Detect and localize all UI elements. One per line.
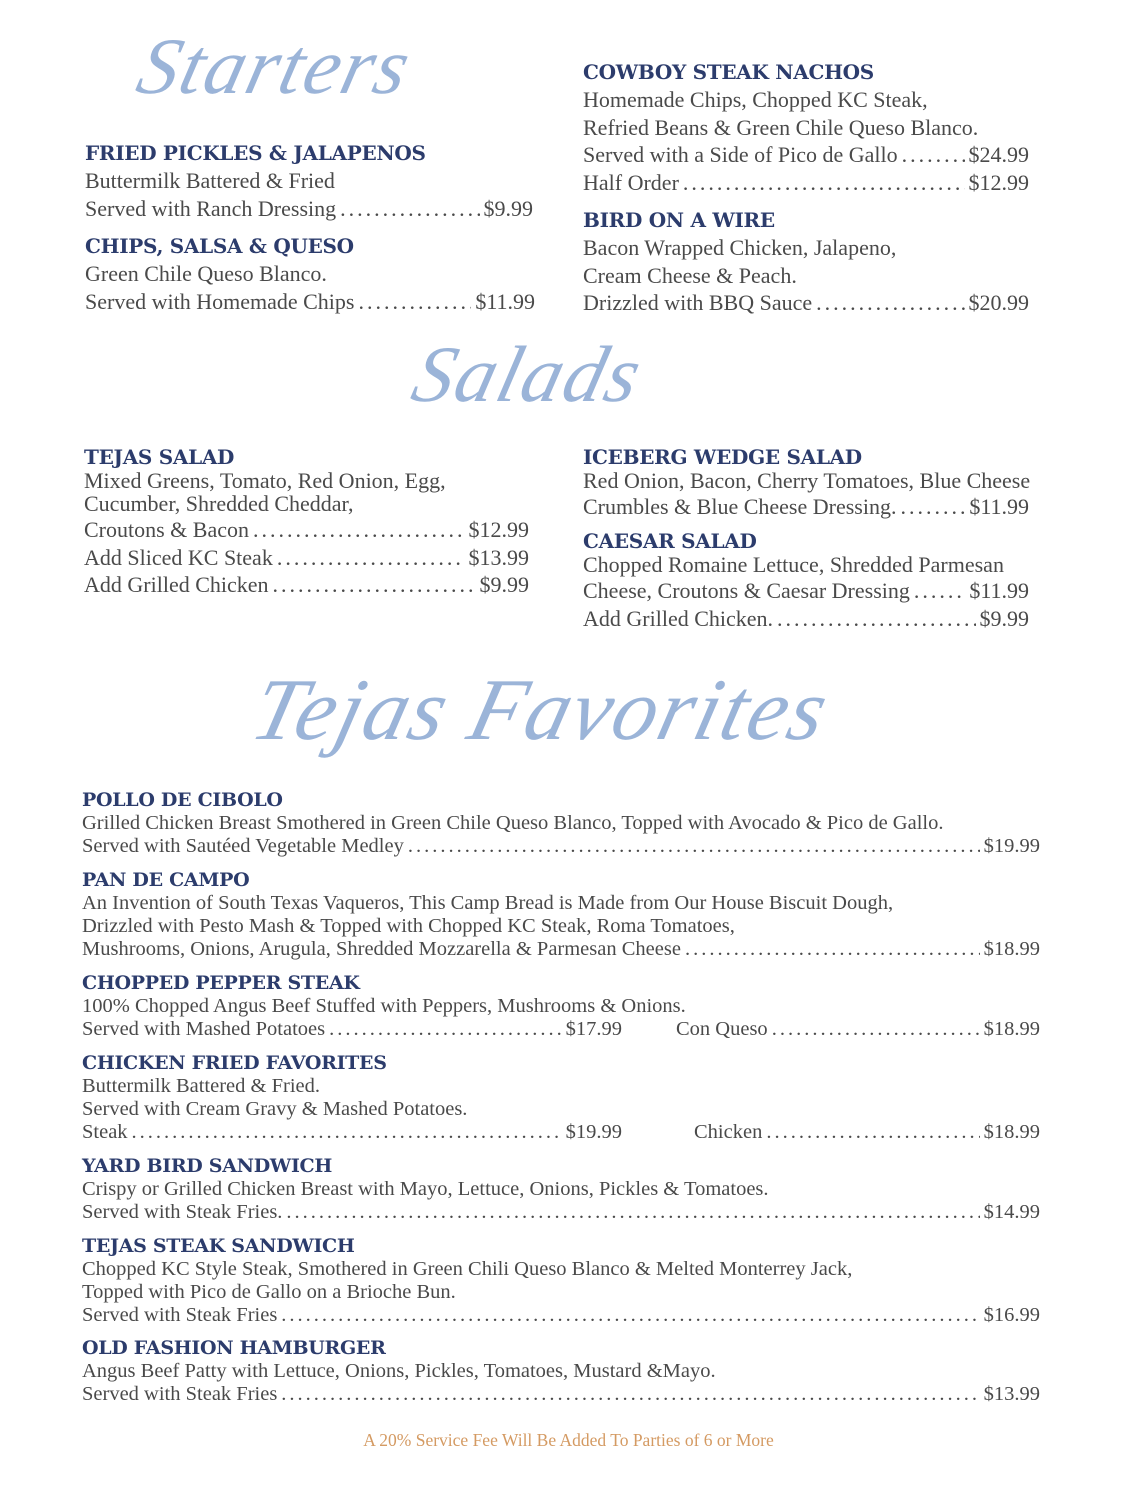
salads-heading: Salads [404, 331, 652, 419]
price-line [82, 835, 1040, 858]
price-line-label: Served with Mashed Potatoes [82, 1018, 326, 1040]
price-line-label: Chicken [694, 1121, 763, 1143]
price: $17.99 [565, 1018, 622, 1040]
item-description: Green Chile Queso Blanco. [85, 261, 327, 286]
menu-item-chicken-fried-favorites [82, 1052, 1040, 1144]
item-description: Cucumber, Shredded Cheddar, [84, 491, 354, 516]
menu-item-bird-on-a-wire [583, 207, 1029, 317]
starters-heading: Starters [129, 23, 421, 111]
menu-item-pan-de-campo [82, 869, 1040, 961]
item-name: CHOPPED PEPPER STEAK [82, 972, 360, 994]
item-name: ICEBERG WEDGE SALAD [583, 445, 862, 469]
menu-item-tejas-salad [84, 445, 529, 599]
menu-item-caesar-salad [583, 529, 1029, 632]
price-line-label: Add Sliced KC Steak [84, 544, 273, 570]
item-name: OLD FASHION HAMBURGER [82, 1337, 386, 1359]
price-line [82, 1304, 1040, 1327]
price: $13.99 [983, 1383, 1040, 1405]
price: $18.99 [983, 1018, 1040, 1040]
item-description: Grilled Chicken Breast Smothered in Green Chile Queso Blanco, Topped with Avocado & Pico de Gallo. [82, 812, 944, 834]
price: $12.99 [468, 517, 529, 542]
item-description: Served with Cream Gravy & Mashed Potatoes. [82, 1098, 468, 1120]
price-line [583, 493, 1029, 521]
item-name: COWBOY STEAK NACHOS [583, 60, 874, 84]
menu-item-fried-pickles [85, 140, 533, 222]
price-line [583, 141, 1029, 169]
price-line-label: Served with Steak Fries [82, 1383, 278, 1405]
menu-item-old-fashion-hamburger [82, 1337, 1040, 1406]
price-line-label: Croutons & Bacon [84, 517, 249, 542]
item-description: Cream Cheese & Peach. [583, 262, 797, 288]
menu-item-cowboy-steak-nachos [583, 59, 1029, 196]
item-description: Angus Beef Patty with Lettuce, Onions, Pickles, Tomatoes, Mustard &Mayo. [82, 1360, 716, 1382]
price-line-label: Steak [82, 1121, 128, 1143]
menu-item-iceberg-wedge-salad [583, 445, 1029, 521]
price-line-label: Crumbles & Blue Cheese Dressing. [583, 494, 897, 519]
service-fee-note: A 20% Service Fee Will Be Added To Parties of 6 or More [363, 1430, 774, 1450]
price-line-label: Served with Homemade Chips [85, 288, 355, 314]
price-line-label: Add Grilled Chicken [84, 572, 269, 597]
price: $11.99 [969, 578, 1029, 603]
price: $11.99 [969, 494, 1029, 519]
menu-item-tejas-steak-sandwich [82, 1235, 1040, 1327]
price: $24.99 [968, 142, 1029, 167]
price: $13.99 [468, 544, 529, 570]
price: $11.99 [475, 288, 535, 314]
menu-item-yard-bird-sandwich [82, 1155, 1040, 1224]
item-description: Refried Beans & Green Chile Queso Blanco. [583, 114, 979, 140]
price-line-label: Half Order [583, 169, 679, 195]
price-line-add-chicken [583, 605, 1029, 633]
price: $12.99 [968, 169, 1029, 195]
price-line-label: Con Queso [676, 1018, 768, 1040]
price-line [583, 577, 1029, 605]
price: $9.99 [479, 572, 529, 597]
item-name: FRIED PICKLES & JALAPENOS [85, 141, 426, 165]
item-description: Buttermilk Battered & Fried. [82, 1075, 320, 1097]
item-description: Topped with Pico de Gallo on a Brioche Bun. [82, 1281, 456, 1303]
price-line-label: Served with a Side of Pico de Gallo [583, 142, 898, 167]
price-line-add-chicken [84, 571, 529, 599]
price-line-label: Add Grilled Chicken. [583, 605, 774, 631]
item-description: Red Onion, Bacon, Cherry Tomatoes, Blue Cheese [583, 468, 1031, 493]
item-description: Chopped KC Style Steak, Smothered in Green Chili Queso Blanco & Melted Monterrey Jack, [82, 1258, 853, 1280]
price: $19.99 [983, 835, 1040, 857]
price: $16.99 [983, 1304, 1040, 1326]
item-description: Bacon Wrapped Chicken, Jalapeno, [583, 235, 897, 260]
price: $14.99 [983, 1201, 1040, 1223]
item-description: Homemade Chips, Chopped KC Steak, [583, 87, 928, 112]
item-name: TEJAS SALAD [84, 445, 235, 469]
price-line-steak [82, 1121, 622, 1144]
price-line-pair [82, 1018, 1040, 1041]
item-name: BIRD ON A WIRE [583, 208, 775, 232]
item-name: YARD BIRD SANDWICH [82, 1155, 333, 1177]
item-description: Crispy or Grilled Chicken Breast with Mayo, Lettuce, Onions, Pickles & Tomatoes. [82, 1178, 769, 1200]
item-name: PAN DE CAMPO [82, 869, 250, 891]
price: $18.99 [983, 1121, 1040, 1143]
price-line-label: Mushrooms, Onions, Arugula, Shredded Mozzarella & Parmesan Cheese [82, 938, 681, 960]
item-name: CAESAR SALAD [583, 529, 757, 553]
price-line [84, 516, 529, 544]
price-line-label: Served with Steak Fries. [82, 1201, 283, 1223]
price-line [82, 1383, 1040, 1406]
price-line-label: Cheese, Croutons & Caesar Dressing [583, 578, 910, 603]
price: $20.99 [968, 290, 1029, 315]
menu-item-chopped-pepper-steak [82, 972, 1040, 1041]
price-line-half-order [583, 169, 1029, 197]
item-description: An Invention of South Texas Vaqueros, This Camp Bread is Made from Our House Biscuit Dough, [82, 892, 894, 914]
price-line [85, 288, 535, 316]
price-line-chicken [694, 1121, 1040, 1144]
item-name: POLLO DE CIBOLO [82, 789, 283, 811]
price-line [82, 1018, 622, 1041]
price-line [82, 938, 1040, 961]
price-line [583, 289, 1029, 317]
menu-item-pollo-de-cibolo [82, 789, 1040, 858]
price-line-label: Served with Sautéed Vegetable Medley [82, 835, 404, 857]
price-line-label: Served with Steak Fries [82, 1304, 278, 1326]
price-line [85, 195, 533, 223]
tejas-favorites-heading: Tejas Favorites [242, 662, 839, 759]
price: $9.99 [483, 195, 533, 221]
price: $18.99 [983, 938, 1040, 960]
menu-item-chips-salsa-queso [85, 233, 535, 315]
item-description: Buttermilk Battered & Fried [85, 168, 335, 193]
price-line-label: Drizzled with BBQ Sauce [583, 290, 813, 315]
item-description: Chopped Romaine Lettuce, Shredded Parmesan [583, 552, 1004, 577]
item-description: Drizzled with Pesto Mash & Topped with Chopped KC Steak, Roma Tomatoes, [82, 915, 735, 937]
item-name: CHIPS, SALSA & QUESO [85, 234, 354, 258]
price: $19.99 [565, 1121, 622, 1143]
item-description: Mixed Greens, Tomato, Red Onion, Egg, [84, 468, 446, 493]
price-line-add-steak [84, 544, 529, 572]
price: $9.99 [979, 605, 1029, 631]
price-line-label: Served with Ranch Dressing [85, 195, 337, 221]
price-line [82, 1201, 1040, 1224]
price-line-pair [82, 1121, 1040, 1144]
item-description: 100% Chopped Angus Beef Stuffed with Peppers, Mushrooms & Onions. [82, 995, 686, 1017]
item-name: TEJAS STEAK SANDWICH [82, 1235, 355, 1257]
price-line-con-queso [676, 1018, 1040, 1041]
item-name: CHICKEN FRIED FAVORITES [82, 1052, 387, 1074]
